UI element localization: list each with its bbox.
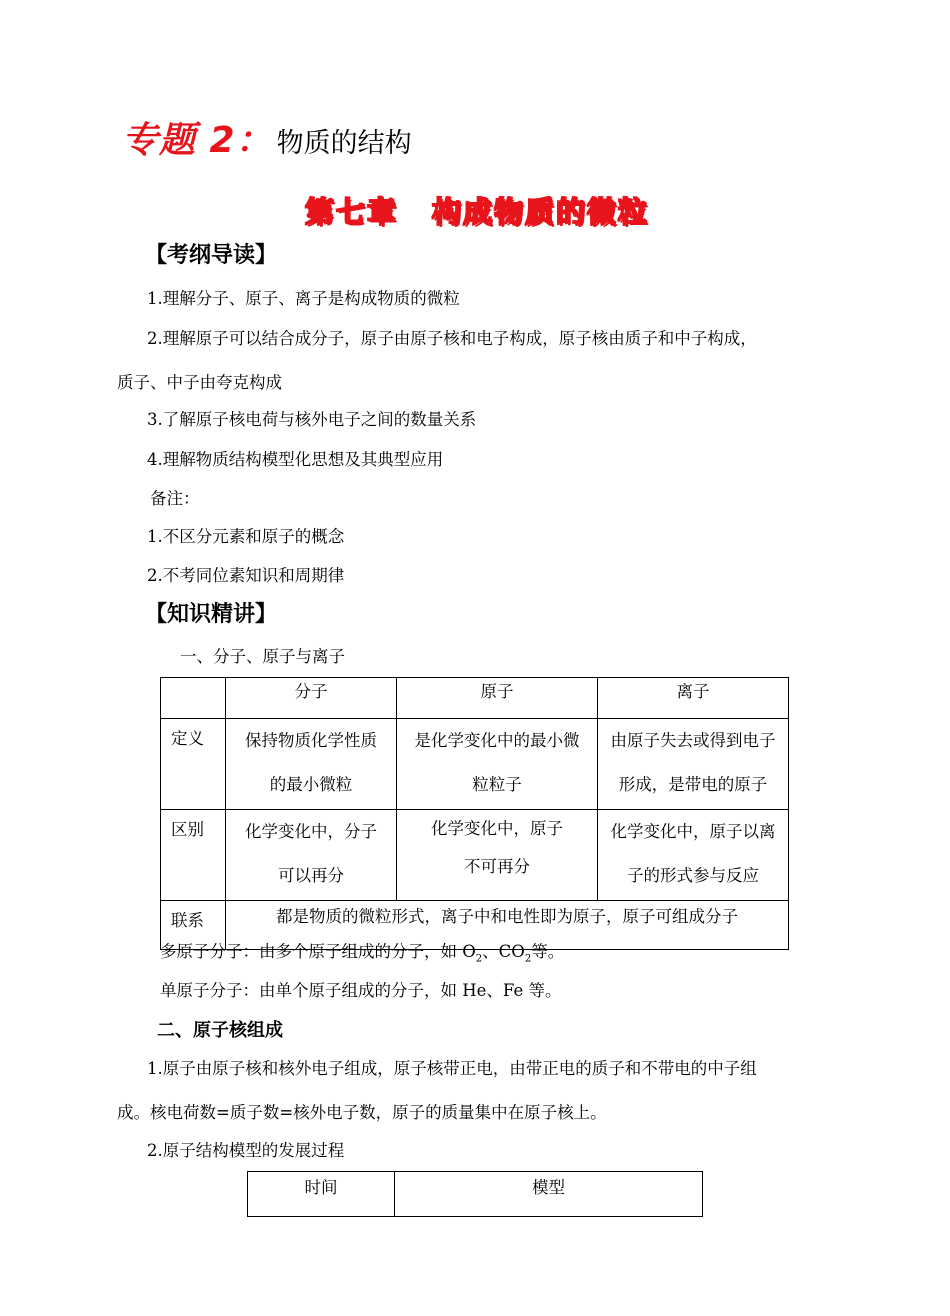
subscript: 2 [524,953,532,965]
polyatomic-note [160,938,564,964]
table-header-cell: 模型 [395,1172,703,1217]
cell-line: 不可再分 [464,857,530,876]
table-row [161,810,789,901]
table-cell [397,810,598,901]
table-cell [397,719,598,810]
topic-prefix: 专题 2： [122,120,273,161]
cell-line: 化学变化中，分子 [245,822,377,841]
cell-line: 的最小微粒 [269,775,353,794]
table-cell [226,810,397,901]
cell-line: 由原子失去或得到电子 [610,731,776,750]
subscript: 2 [475,953,483,965]
outline-item: 4.理解物质结构模型化思想及其典型应用 [147,450,444,469]
table-cell [226,719,397,810]
outline-item: 1.理解分子、原子、离子是构成物质的微粒 [147,289,460,308]
polyatomic-text: 等。 [531,942,565,961]
note-item: 2.不考同位素知识和周期律 [147,566,345,585]
table-header-cell: 离子 [598,678,789,719]
polyatomic-text: 多原子分子：由多个原子组成的分子，如 O [160,942,476,961]
cell-line: 化学变化中，原子 [431,819,563,838]
chapter-number: 第七章 [305,195,399,229]
row-label: 区别 [161,810,226,901]
note-label: 备注： [150,489,200,508]
merged-cell: 都是物质的微粒形式，离子中和电性即为原子，原子可组成分子 [226,901,789,950]
section-heading-knowledge: 【知识精讲】 [145,602,278,627]
table-header-cell: 原子 [397,678,598,719]
paragraph-line: 1.原子由原子核和核外电子组成，原子核带正电，由带正电的质子和不带电的中子组 [147,1059,757,1078]
topic-title: 物质的结构 [276,128,412,159]
paragraph-line: 2.原子结构模型的发展过程 [147,1141,345,1160]
outline-item-continued: 质子、中子由夸克构成 [117,373,282,392]
row-label: 联系 [161,901,226,950]
atomic-model-table [247,1171,703,1217]
table-header-row [248,1172,703,1217]
chapter-name: 构成物质的微粒 [432,195,650,229]
cell-line: 粒粒子 [472,775,522,794]
cell-line: 形成，是带电的原子 [618,775,768,794]
table-cell [598,810,789,901]
subsection-title: 一、分子、原子与离子 [180,647,345,666]
table-header-row [161,678,789,719]
note-item: 1.不区分元素和原子的概念 [147,527,345,546]
table-header-cell: 时间 [248,1172,395,1217]
paragraph-line: 成。核电荷数=质子数=核外电子数，原子的质量集中在原子核上。 [117,1103,607,1122]
outline-item: 2.理解原子可以结合成分子，原子由原子核和电子构成，原子核由质子和中子构成， [147,329,757,348]
table-header-cell [161,678,226,719]
outline-item: 3.了解原子核电荷与核外电子之间的数量关系 [147,410,477,429]
cell-line: 化学变化中，原子以离 [610,822,776,841]
cell-line: 子的形式参与反应 [627,866,759,885]
topic-header [122,112,412,163]
subsection-title: 二、原子核组成 [157,1020,283,1041]
cell-line: 可以再分 [278,866,344,885]
particle-comparison-table [160,677,789,950]
table-row [161,719,789,810]
polyatomic-text: 、CO [482,942,525,961]
table-header-cell: 分子 [226,678,397,719]
table-cell [598,719,789,810]
section-heading-outline: 【考纲导读】 [145,243,278,268]
monatomic-note: 单原子分子：由单个原子组成的分子，如 He、Fe 等。 [160,981,562,1000]
cell-line: 是化学变化中的最小微 [414,731,580,750]
row-label: 定义 [161,719,226,810]
chapter-title [305,190,649,231]
cell-line: 保持物质化学性质 [245,731,377,750]
